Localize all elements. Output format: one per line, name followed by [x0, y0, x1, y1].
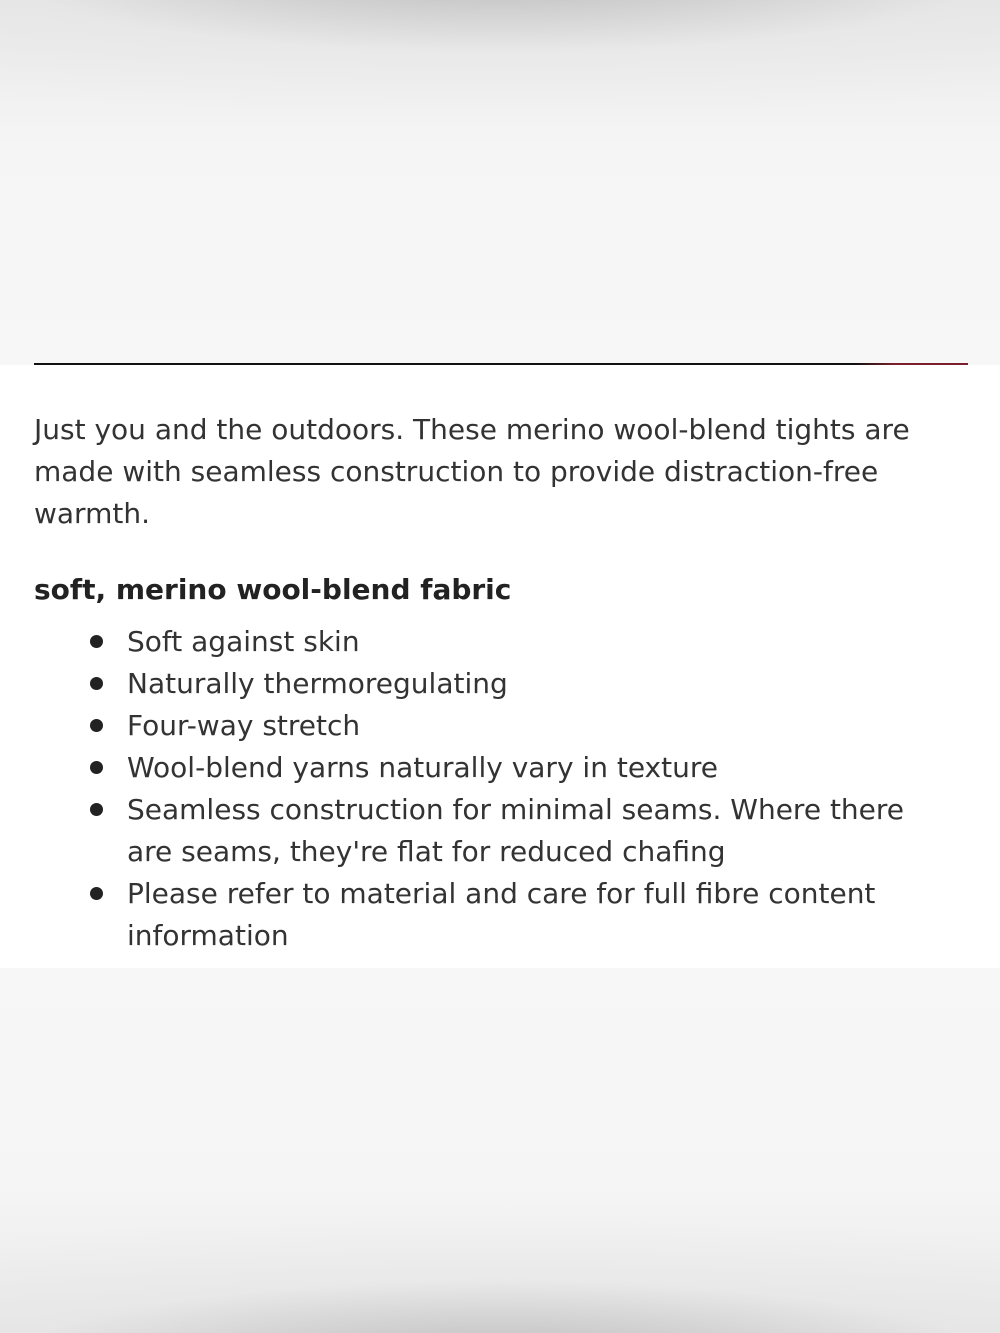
feature-heading: soft, merino wool-blend fabric: [34, 573, 512, 606]
bullet-icon: [90, 719, 103, 732]
list-item: [34, 663, 934, 705]
bullet-icon: [90, 887, 103, 900]
feature-text: Soft against skin: [127, 625, 360, 658]
feature-text: Four-way stretch: [127, 709, 361, 742]
bullet-icon: [90, 677, 103, 690]
list-item: [34, 747, 934, 789]
section-divider: [34, 363, 968, 365]
feature-text: Seamless construction for minimal seams. Where there are seams, they're flat for reduced chafing: [127, 793, 905, 868]
bullet-icon: [90, 635, 103, 648]
feature-list: [34, 621, 934, 957]
bottom-background-shade: [0, 968, 1000, 1333]
feature-text: Please refer to material and care for full fibre content information: [127, 877, 876, 952]
feature-text: Wool-blend yarns naturally vary in texture: [127, 751, 718, 784]
list-item: [34, 621, 934, 663]
product-description: Just you and the outdoors. These merino wool-blend tights are made with seamless construction to provide distraction-free warmth.: [34, 413, 910, 530]
list-item: [34, 873, 934, 957]
feature-text: Naturally thermoregulating: [127, 667, 508, 700]
list-item: [34, 789, 934, 873]
product-details-panel: [0, 365, 1000, 968]
bullet-icon: [90, 803, 103, 816]
list-item: [34, 705, 934, 747]
bullet-icon: [90, 761, 103, 774]
top-background-shade: [0, 0, 1000, 365]
